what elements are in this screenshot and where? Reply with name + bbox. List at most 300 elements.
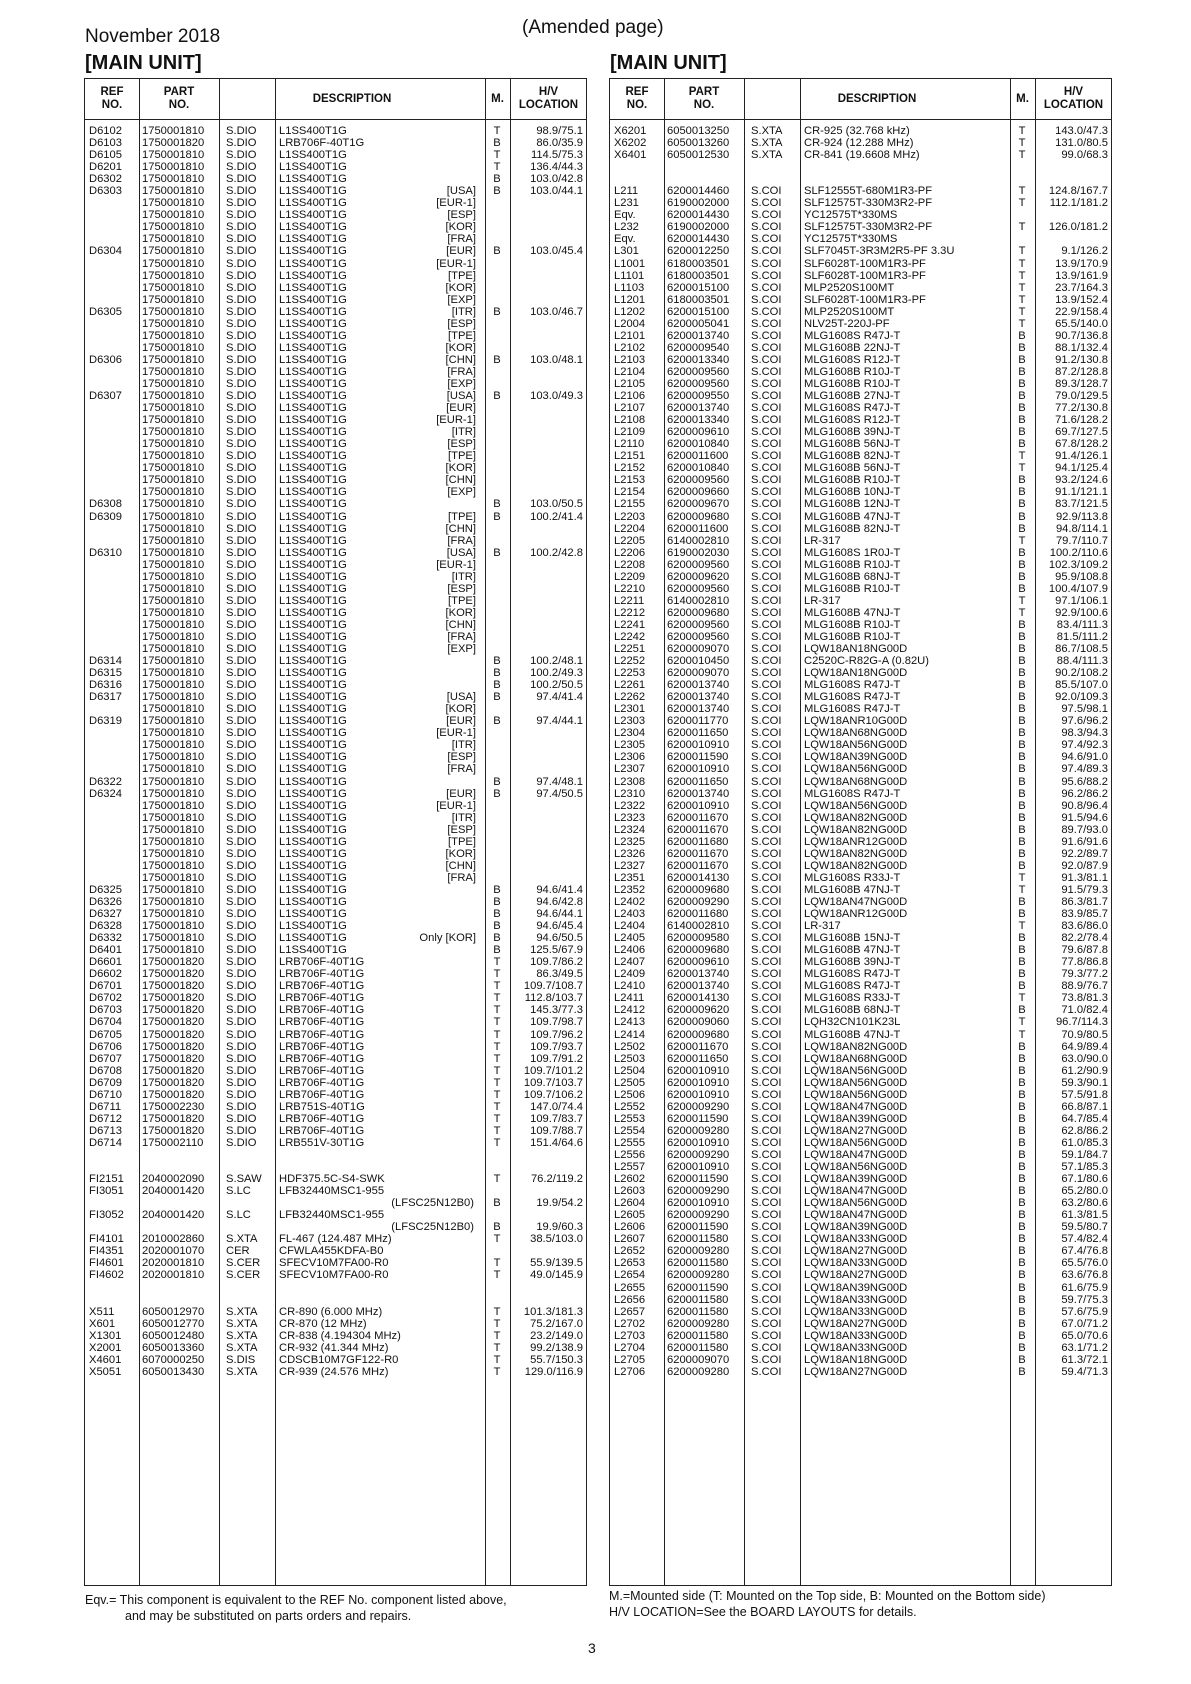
part-class: S.COI xyxy=(751,679,782,692)
part-no: 6200011580 xyxy=(667,1329,729,1342)
part-class: S.DIO xyxy=(226,558,257,571)
part-no: 6200010910 xyxy=(667,1161,730,1174)
mounted-side: B xyxy=(1018,618,1026,631)
part-no: 1750001810 xyxy=(142,161,205,174)
hv-location: 83.6/86.0 xyxy=(1061,920,1108,933)
mounted-side: B xyxy=(493,353,501,366)
ref-no: L2326 xyxy=(614,847,646,860)
part-class: S.DIO xyxy=(226,269,257,282)
region-note: [ESP] xyxy=(447,823,476,836)
table-row xyxy=(85,1029,586,1041)
description: L1SS400T1G xyxy=(279,847,347,860)
mounted-side: B xyxy=(493,137,501,150)
mounted-side: B xyxy=(1018,1004,1026,1017)
table-row xyxy=(610,402,1111,414)
part-no: 1750001810 xyxy=(142,908,205,921)
ref-no: L2409 xyxy=(614,968,646,981)
part-no: 6200011580 xyxy=(667,1341,729,1354)
mounted-side: B xyxy=(1018,630,1026,643)
part-class: S.COI xyxy=(751,1004,782,1017)
eqv-note-line2: and may be substituted on parts orders and repairs. xyxy=(125,1609,412,1623)
table-row xyxy=(85,474,586,486)
hv-location: 88.1/132.4 xyxy=(1055,341,1108,354)
hv-location: 94.6/42.8 xyxy=(536,896,583,908)
hv-location: 59.5/80.7 xyxy=(1061,1221,1108,1234)
description: LQW18AN33NG00D xyxy=(804,1293,908,1306)
hv-location: 79.3/77.2 xyxy=(1061,968,1108,981)
ref-no: L2305 xyxy=(614,739,646,752)
hv-location: 94.6/50.5 xyxy=(536,932,583,945)
part-class: S.DIO xyxy=(226,799,257,812)
ref-no: L2108 xyxy=(614,414,646,427)
ref-no: D6304 xyxy=(89,245,122,258)
part-no: 2040002090 xyxy=(142,1173,205,1186)
part-class: S.DIO xyxy=(226,221,257,234)
ref-no: D6332 xyxy=(89,932,122,945)
mounted-side: T xyxy=(1018,992,1026,1005)
table-row xyxy=(85,824,586,836)
table-row xyxy=(85,1221,586,1233)
part-class: S.COI xyxy=(751,1317,782,1330)
ref-no: L2304 xyxy=(614,727,646,740)
mounted-side: T xyxy=(1018,257,1026,270)
part-class: S.DIO xyxy=(226,908,257,921)
part-no: 1750001810 xyxy=(142,727,205,740)
part-no: 6200009610 xyxy=(667,956,730,969)
table-row xyxy=(610,1245,1111,1257)
description: LQW18AN33NG00D xyxy=(804,1257,908,1270)
table-row xyxy=(85,908,586,920)
part-class: S.COI xyxy=(751,1124,782,1137)
hv-location: 103.0/50.5 xyxy=(530,498,583,511)
region-note: [ESP] xyxy=(447,582,476,595)
part-class: S.DIO xyxy=(226,679,257,692)
part-class: S.DIO xyxy=(226,1088,257,1101)
table-row xyxy=(610,197,1111,209)
hv-location: 49.0/145.9 xyxy=(530,1269,583,1282)
table-row xyxy=(85,366,586,378)
table-row xyxy=(610,1306,1111,1318)
part-no: 1750001810 xyxy=(142,932,205,945)
description: L1SS400T1G xyxy=(279,353,347,366)
part-class: S.DIO xyxy=(226,703,257,716)
part-class: S.DIO xyxy=(226,305,257,318)
hv-location: 100.2/42.8 xyxy=(530,546,583,559)
table-row xyxy=(610,860,1111,872)
part-class: S.DIO xyxy=(226,329,257,342)
part-class: S.DIO xyxy=(226,233,257,246)
table-body xyxy=(610,125,1111,1378)
table-row xyxy=(85,776,586,788)
part-class: S.COI xyxy=(751,811,782,824)
hv-location: 109.7/108.7 xyxy=(523,980,583,993)
region-note: [USA] xyxy=(446,185,476,198)
part-class: S.DIO xyxy=(226,486,257,499)
description: LRB706F-40T1G xyxy=(279,1004,365,1017)
mounted-side: T xyxy=(1018,883,1026,896)
table-row xyxy=(610,498,1111,510)
description: L1SS400T1G xyxy=(279,570,347,583)
part-class: S.DIO xyxy=(226,365,257,378)
mounted-side: T xyxy=(493,1173,501,1186)
description: MLG1608B 15NJ-T xyxy=(804,932,901,945)
ref-no: D6703 xyxy=(89,1004,122,1017)
description: L1SS400T1G xyxy=(279,365,347,378)
part-class: S.COI xyxy=(751,305,782,318)
hv-location: 69.7/127.5 xyxy=(1055,426,1108,439)
mounted-side: B xyxy=(1018,1221,1026,1234)
part-no: 6200014130 xyxy=(667,871,730,884)
ref-no: D6710 xyxy=(89,1088,122,1101)
part-no: 6050012480 xyxy=(142,1329,205,1342)
mounted-side: B xyxy=(1018,787,1026,800)
description: LRB706F-40T1G xyxy=(279,1052,365,1065)
table-row xyxy=(85,751,586,763)
description: LRB706F-40T1G xyxy=(279,956,365,969)
part-class: S.COI xyxy=(751,462,782,475)
ref-no: X6202 xyxy=(614,137,647,150)
mounted-side: B xyxy=(1018,956,1026,969)
mounted-side: T xyxy=(493,1269,501,1282)
description: L1SS400T1G xyxy=(279,594,347,607)
mounted-side: B xyxy=(1018,498,1026,511)
region-note: [KOR] xyxy=(445,462,476,475)
description: L1SS400T1G xyxy=(279,932,347,945)
part-no: 1750001810 xyxy=(142,390,205,403)
part-no: 1750001810 xyxy=(142,944,205,957)
region-note: [EUR] xyxy=(446,402,476,415)
ref-no: D6326 xyxy=(89,896,122,908)
part-no: 6200009290 xyxy=(667,1209,730,1222)
eqv-note-line1: Eqv.= This component is equivalent to the REF No. component listed above, xyxy=(85,1593,507,1607)
region-note: [TPE] xyxy=(448,450,476,463)
description: MLG1608B R10J-T xyxy=(804,474,901,487)
left-parts-table xyxy=(84,78,587,1586)
mounted-side: T xyxy=(493,1088,501,1101)
header-mounted-side xyxy=(1010,79,1035,119)
mounted-side: B xyxy=(1018,691,1026,704)
part-no: 1750001810 xyxy=(142,221,205,234)
part-no: 6200014430 xyxy=(667,209,730,222)
description: L1SS400T1G xyxy=(279,715,347,728)
hv-location: 96.7/114.3 xyxy=(1055,1016,1108,1029)
part-no: 6200009060 xyxy=(667,1016,730,1029)
mounted-side: T xyxy=(1018,125,1026,137)
description: L1SS400T1G xyxy=(279,161,347,174)
mounted-side: B xyxy=(493,546,501,559)
hv-location: 88.4/111.3 xyxy=(1056,655,1108,668)
mounted-side: B xyxy=(493,691,501,704)
mounted-side: B xyxy=(493,498,501,511)
part-no: 1750001820 xyxy=(142,1052,205,1065)
mounted-side: T xyxy=(493,1064,501,1077)
part-no: 6200013340 xyxy=(667,414,730,427)
ref-no: L211 xyxy=(614,185,639,198)
mounted-side: T xyxy=(493,1016,501,1029)
hv-location: 92.0/87.9 xyxy=(1061,859,1108,872)
ref-no: D6324 xyxy=(89,787,122,800)
part-no: 6050013360 xyxy=(142,1341,205,1354)
description: MLG1608B 47NJ-T xyxy=(804,606,901,619)
part-class: S.COI xyxy=(751,1341,782,1354)
part-class: S.COI xyxy=(751,293,782,306)
part-class: S.COI xyxy=(751,522,782,535)
ref-no: FI4351 xyxy=(89,1245,124,1258)
hv-location: 93.2/124.6 xyxy=(1055,474,1108,487)
table-row xyxy=(610,1197,1111,1209)
hv-location: 63.2/80.6 xyxy=(1061,1197,1108,1210)
part-class: S.DIO xyxy=(226,992,257,1005)
mounted-side: B xyxy=(1018,426,1026,439)
ref-no: L2410 xyxy=(614,980,646,993)
part-no: 1750001820 xyxy=(142,992,205,1005)
table-row xyxy=(610,1209,1111,1221)
hv-location: 109.7/96.2 xyxy=(530,1028,583,1041)
description: LQW18AN39NG00D xyxy=(804,1112,908,1125)
table-row xyxy=(85,221,586,233)
mounted-side: T xyxy=(1018,606,1026,619)
table-row xyxy=(610,1004,1111,1016)
description: L1SS400T1G xyxy=(279,811,347,824)
description: SLF7045T-3R3M2R5-PF 3.3U xyxy=(804,245,955,258)
mounted-side: B xyxy=(1018,655,1026,668)
hv-location: 89.7/93.0 xyxy=(1061,823,1108,836)
table-row xyxy=(85,1161,586,1173)
mounted-side: B xyxy=(1018,1185,1026,1198)
region-note: [FRA] xyxy=(447,763,476,776)
part-class: S.COI xyxy=(751,1040,782,1053)
mounted-side: B xyxy=(1018,510,1026,523)
description: L1SS400T1G xyxy=(279,787,347,800)
description: LQW18AN27NG00D xyxy=(804,1365,908,1378)
table-row xyxy=(610,715,1111,727)
part-class: S.DIO xyxy=(226,775,257,788)
description: LQW18AN27NG00D xyxy=(804,1317,908,1330)
description: LQW18AN33NG00D xyxy=(804,1341,908,1354)
description: LQW18AN47NG00D xyxy=(804,896,908,908)
table-row xyxy=(85,980,586,992)
hv-location: 147.0/74.4 xyxy=(530,1100,583,1113)
hv-location: 126.0/181.2 xyxy=(1048,221,1108,234)
part-class: S.DIO xyxy=(226,594,257,607)
ref-no: L2101 xyxy=(614,329,646,342)
part-class: S.DIO xyxy=(226,570,257,583)
header-part-no-line: PART xyxy=(688,86,720,98)
ref-no: L2303 xyxy=(614,715,646,728)
description: L1SS400T1G xyxy=(279,944,347,957)
description: LRB706F-40T1G xyxy=(279,1016,365,1029)
table-row xyxy=(85,209,586,221)
table-row xyxy=(610,462,1111,474)
part-no: 6200013740 xyxy=(667,679,730,692)
description: L1SS400T1G xyxy=(279,871,347,884)
table-row xyxy=(610,727,1111,739)
table-row xyxy=(610,1257,1111,1269)
ref-no: X1301 xyxy=(89,1329,122,1342)
table-row xyxy=(610,788,1111,800)
region-note: [EUR-1] xyxy=(436,197,476,210)
description: L1SS400T1G xyxy=(279,233,347,246)
part-no: 6200011770 xyxy=(667,715,729,728)
table-row xyxy=(610,667,1111,679)
header-hv-location xyxy=(1035,79,1112,119)
part-class: S.DIO xyxy=(226,968,257,981)
ref-no: L2705 xyxy=(614,1353,646,1366)
part-class: S.DIO xyxy=(226,125,257,137)
table-row xyxy=(610,378,1111,390)
mounted-side: B xyxy=(1018,667,1026,680)
ref-no: L2557 xyxy=(614,1161,646,1174)
ref-no: D6707 xyxy=(89,1052,122,1065)
ref-no: D6701 xyxy=(89,980,122,993)
table-row xyxy=(85,1257,586,1269)
part-no: 6200009560 xyxy=(667,630,730,643)
table-row xyxy=(85,1342,586,1354)
region-note: [EUR-1] xyxy=(436,257,476,270)
part-class: CER xyxy=(226,1245,250,1258)
description: L1SS400T1G xyxy=(279,510,347,523)
ref-no: FI4602 xyxy=(89,1269,124,1282)
ref-no: L2704 xyxy=(614,1341,646,1354)
hv-location: 103.0/49.3 xyxy=(530,390,583,403)
part-no: 6200010840 xyxy=(667,462,730,475)
region-note: [TPE] xyxy=(448,835,476,848)
part-no: 1750001810 xyxy=(142,643,205,656)
region-note: [CHN] xyxy=(445,522,476,535)
part-class: S.DIO xyxy=(226,727,257,740)
hv-location: 109.7/103.7 xyxy=(523,1076,583,1089)
hv-location: 103.0/48.1 xyxy=(530,353,583,366)
part-no: 6190002000 xyxy=(667,221,730,234)
mounted-side: B xyxy=(493,173,501,186)
part-no: 1750001820 xyxy=(142,1004,205,1017)
part-no: 1750001810 xyxy=(142,594,205,607)
part-no: 6200011590 xyxy=(667,1173,729,1186)
table-row xyxy=(85,450,586,462)
description: LQW18AN68NG00D xyxy=(804,1052,908,1065)
mounted-side: T xyxy=(1018,269,1026,282)
part-class: S.DIO xyxy=(226,498,257,511)
description: LRB706F-40T1G xyxy=(279,968,365,981)
hv-location: 61.3/81.5 xyxy=(1061,1209,1108,1222)
part-no: 6200011600 xyxy=(667,450,729,463)
description: L1SS400T1G xyxy=(279,655,347,668)
description: LQW18AN47NG00D xyxy=(804,1100,908,1113)
ref-no: L2252 xyxy=(614,655,646,668)
part-no: 6200011580 xyxy=(667,1233,729,1246)
mounted-side: B xyxy=(1018,1293,1026,1306)
description: L1SS400T1G xyxy=(279,835,347,848)
part-class: S.COI xyxy=(751,847,782,860)
part-class: S.COI xyxy=(751,883,782,896)
mounted-side: B xyxy=(1018,1233,1026,1246)
hv-location: 83.4/111.3 xyxy=(1056,618,1108,631)
description: MLG1608B 82NJ-T xyxy=(804,522,901,535)
table-row xyxy=(85,1366,586,1378)
part-class: S.DIO xyxy=(226,1124,257,1137)
part-no: 6200009620 xyxy=(667,1004,730,1017)
ref-no: L2151 xyxy=(614,450,646,463)
part-no: 6200010910 xyxy=(667,1064,730,1077)
table-row xyxy=(610,1366,1111,1378)
left-unit-title: [MAIN UNIT] xyxy=(85,52,202,74)
table-row xyxy=(85,619,586,631)
ref-no: L1101 xyxy=(614,269,645,282)
header-hv-location-text xyxy=(1044,86,1103,112)
table-row xyxy=(610,739,1111,751)
part-class: S.COI xyxy=(751,1064,782,1077)
description: MLG1608S R33J-T xyxy=(804,992,901,1005)
hv-location: 109.7/91.2 xyxy=(530,1052,583,1065)
part-no: 6200013740 xyxy=(667,402,730,415)
mounted-side: B xyxy=(1018,715,1026,728)
description: MLP2520S100MT xyxy=(804,281,895,294)
description: SLF12555T-680M1R3-PF xyxy=(804,185,933,198)
part-no: 1750001810 xyxy=(142,402,205,415)
ref-no: L2153 xyxy=(614,474,646,487)
hv-location: 98.3/94.3 xyxy=(1061,727,1108,740)
ref-no: D6319 xyxy=(89,715,122,728)
hv-location: 98.9/75.1 xyxy=(536,125,583,137)
table-row xyxy=(85,426,586,438)
part-class: S.DIO xyxy=(226,510,257,523)
part-class: S.COI xyxy=(751,1185,782,1198)
description: L1SS400T1G xyxy=(279,185,347,198)
part-class: S.XTA xyxy=(226,1341,258,1354)
part-no: 6200010910 xyxy=(667,739,730,752)
table-row xyxy=(610,1077,1111,1089)
part-class: S.DIO xyxy=(226,956,257,969)
part-class: S.DIO xyxy=(226,1004,257,1017)
table-row xyxy=(85,1294,586,1306)
table-row xyxy=(85,161,586,173)
part-no: 6200009540 xyxy=(667,341,730,354)
part-no: 1750001810 xyxy=(142,558,205,571)
mounted-side: T xyxy=(1018,221,1026,234)
mounted-side: B xyxy=(1018,402,1026,415)
table-row xyxy=(85,812,586,824)
part-no: 6200010910 xyxy=(667,1136,730,1149)
header-hv-location-line: LOCATION xyxy=(518,99,579,111)
mounted-side: T xyxy=(493,161,501,174)
table-row xyxy=(85,1209,586,1221)
table-row xyxy=(610,583,1111,595)
description: LRB751S-40T1G xyxy=(279,1100,365,1113)
mounted-side: B xyxy=(1018,1317,1026,1330)
mounted-side: B xyxy=(1018,763,1026,776)
table-row xyxy=(610,679,1111,691)
part-no: 1750001810 xyxy=(142,896,205,908)
part-class: S.XTA xyxy=(226,1305,258,1318)
table-row xyxy=(610,776,1111,788)
header-ref-no-line: REF xyxy=(625,86,649,98)
table-row xyxy=(610,944,1111,956)
table-row xyxy=(85,788,586,800)
part-no: 1750001810 xyxy=(142,365,205,378)
description: LQW18AN56NG00D xyxy=(804,1064,908,1077)
part-class: S.DIO xyxy=(226,691,257,704)
mounted-side: B xyxy=(493,655,501,668)
ref-no: L2102 xyxy=(614,341,646,354)
description: MLG1608S R47J-T xyxy=(804,980,901,993)
hv-location: 59.7/75.3 xyxy=(1061,1293,1108,1306)
table-row xyxy=(610,920,1111,932)
header-ref-no-text xyxy=(626,86,649,112)
ref-no: D6714 xyxy=(89,1136,122,1149)
part-class: S.COI xyxy=(751,871,782,884)
table-row xyxy=(85,342,586,354)
mounted-side: B xyxy=(1018,1365,1026,1378)
